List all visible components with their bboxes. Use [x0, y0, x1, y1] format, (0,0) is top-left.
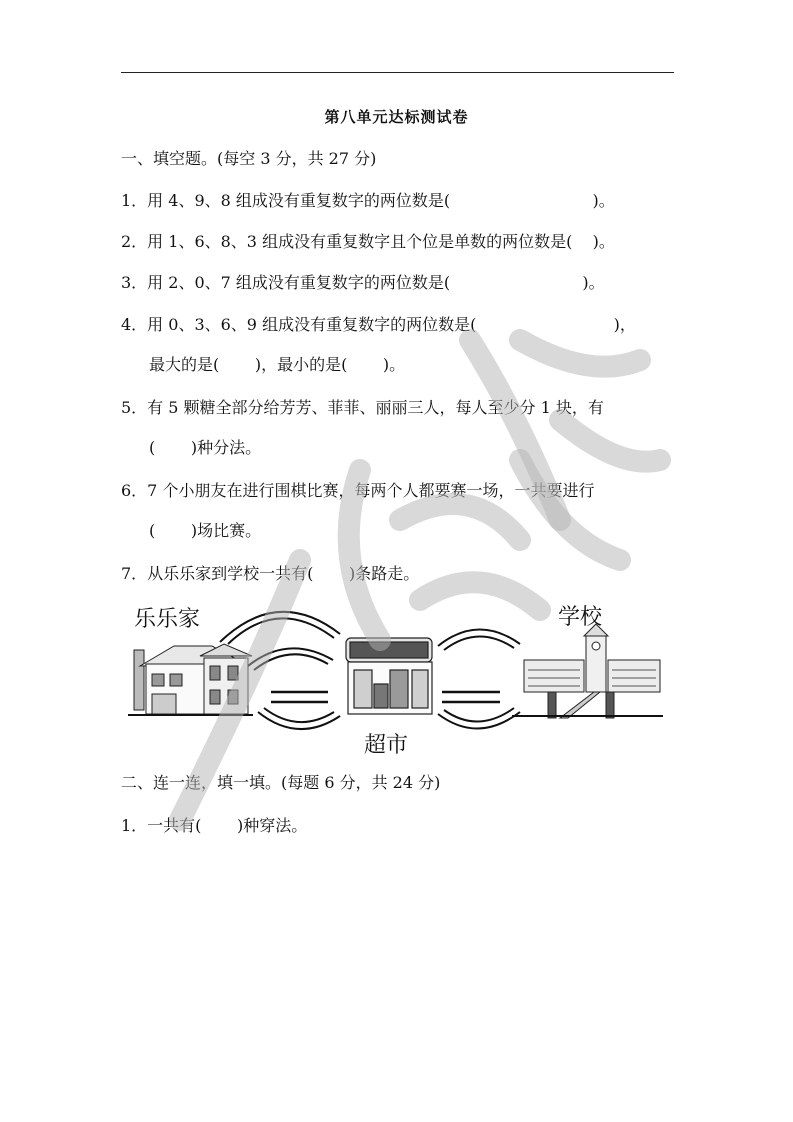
- question-1-5-continued: ( )种分法。: [149, 438, 262, 457]
- route-arc-market-school-1-inner: [444, 636, 514, 650]
- supermarket-illustration: [346, 638, 432, 714]
- route-arc-home-market-3-inner: [264, 708, 334, 722]
- question-1-1: 1．用 4、9、8 组成没有重复数字的两位数是( )。: [121, 191, 615, 210]
- question-1-5: 5．有 5 颗糖全部分给芳芳、菲菲、丽丽三人，每人至少分 1 块，有: [121, 398, 604, 417]
- section2-heading: 二、连一连，填一填。(每题 6 分，共 24 分): [121, 773, 441, 792]
- question-1-4: 4．用 0、3、6、9 组成没有重复数字的两位数是( )，: [121, 315, 636, 334]
- question-1-3: 3．用 2、0、7 组成没有重复数字的两位数是( )。: [121, 273, 605, 292]
- route-arc-home-market-2: [248, 648, 333, 666]
- question-1-2: 2．用 1、6、8、3 组成没有重复数字且个位是单数的两位数是( )。: [121, 232, 615, 251]
- page-title: 第八单元达标测试卷: [324, 108, 469, 126]
- question-1-4-continued: 最大的是( )，最小的是( )。: [149, 355, 406, 374]
- question-2-1: 1．一共有( )种穿法。: [121, 816, 308, 835]
- school-illustration: [512, 624, 663, 718]
- route-arc-home-market-1-inner: [228, 618, 334, 644]
- question-1-6: 6．7 个小朋友在进行围棋比赛，每两个人都要赛一场，一共要进行: [121, 481, 595, 500]
- section1-heading: 一、填空题。(每空 3 分，共 27 分): [121, 149, 377, 168]
- school-label: 学校: [558, 605, 603, 630]
- question-1-7: 7．从乐乐家到学校一共有( )条路走。: [121, 564, 420, 583]
- route-arc-home-market-2-inner: [254, 654, 328, 670]
- house-illustration: [128, 644, 253, 715]
- route-arc-market-school-2-inner: [444, 708, 514, 722]
- header-rule: [121, 72, 674, 73]
- route-figure: [128, 594, 663, 760]
- route-arc-home-market-1: [220, 612, 340, 642]
- home-label: 乐乐家: [134, 607, 201, 632]
- supermarket-label: 超市: [364, 733, 409, 758]
- question-1-6-continued: ( )场比赛。: [149, 521, 262, 540]
